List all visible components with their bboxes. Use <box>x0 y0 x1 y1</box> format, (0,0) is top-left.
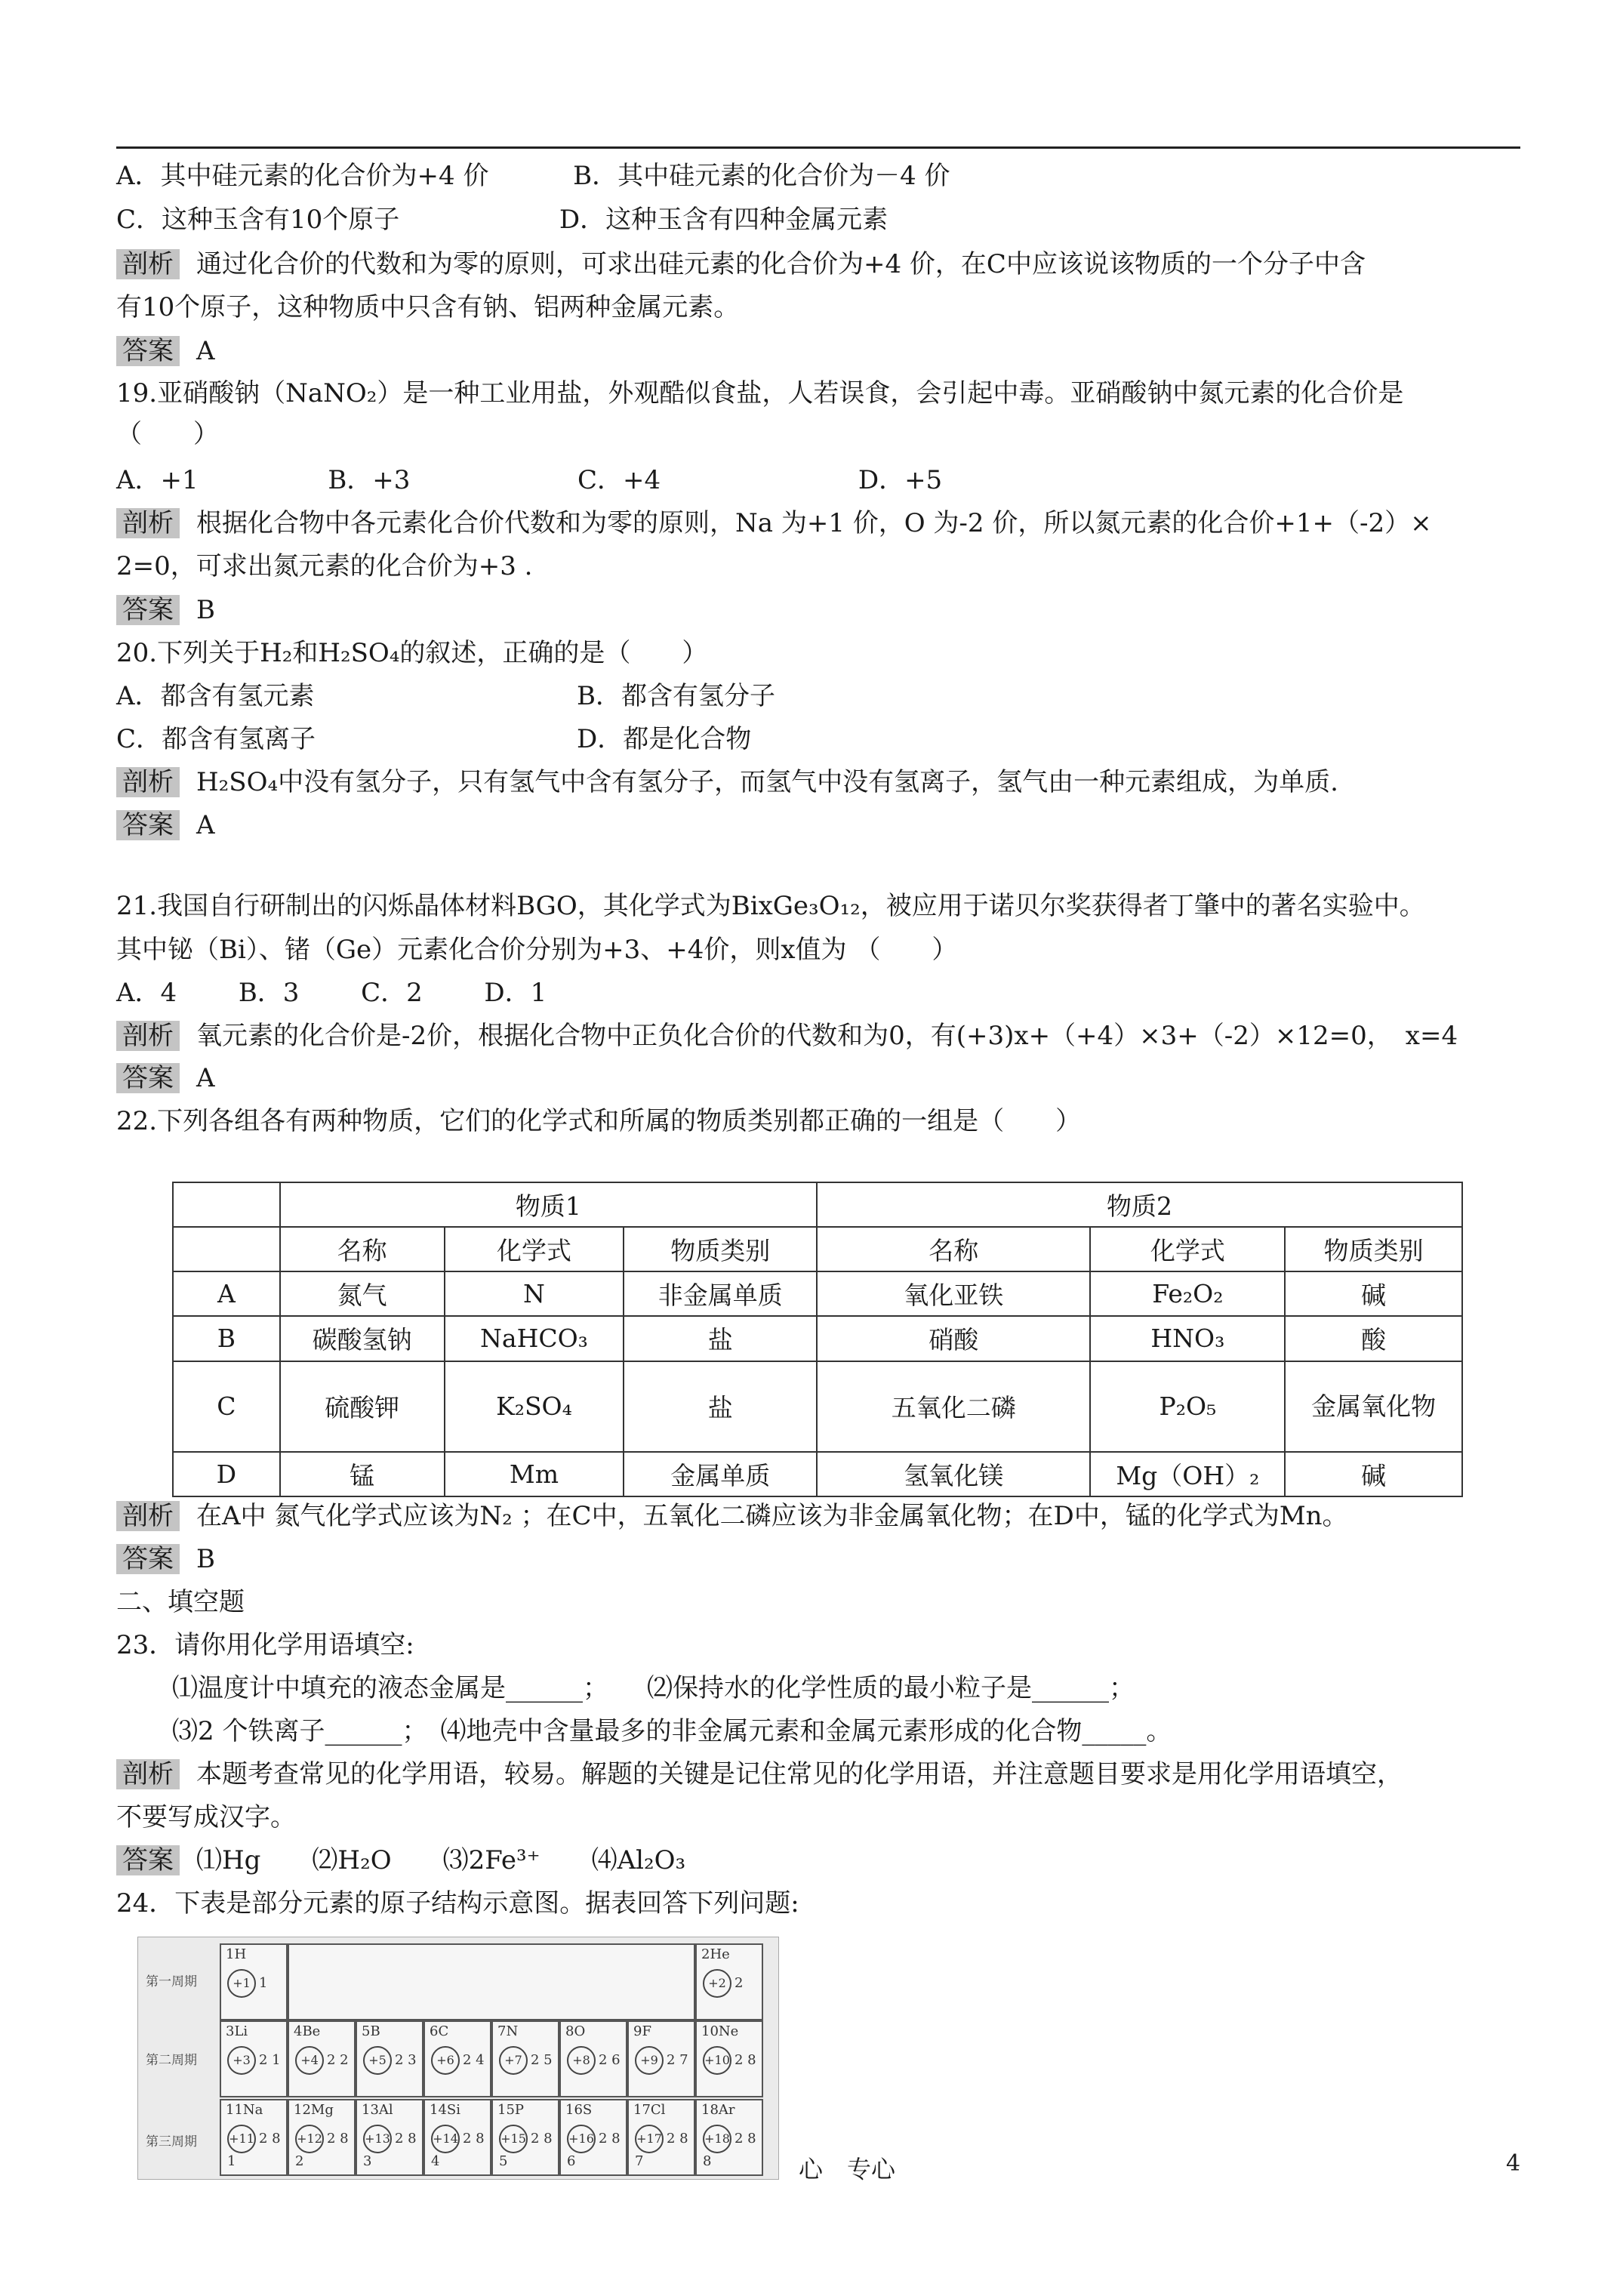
nucleus-charge: +8 <box>567 2046 596 2075</box>
nucleus-charge: +6 <box>431 2046 460 2075</box>
electron-shells: 2 <box>735 1975 744 1991</box>
electron-shells: 2 2 <box>327 2052 349 2068</box>
element-label: 14Si <box>430 2102 460 2118</box>
answer-label: 答案 <box>116 1544 180 1574</box>
element-cell <box>288 2099 356 2176</box>
table-cell: HNO₃ <box>1090 1316 1285 1361</box>
analysis-text: 通过化合价的代数和为零的原则，可求出硅元素的化合价为+4 价，在C中应该说该物质的一个分子中含 <box>196 249 1366 279</box>
element-cell <box>220 1943 288 2020</box>
atom-diagram <box>703 1969 743 1998</box>
q18-analysis <box>116 247 1366 282</box>
element-cell <box>220 2020 288 2097</box>
answer-text: B <box>196 1544 215 1574</box>
table-cell: Mg（OH）₂ <box>1090 1452 1285 1496</box>
table-row <box>173 1361 1462 1452</box>
q18-option-d: D．这种玉含有四种金属元素 <box>559 205 888 235</box>
table-cell: 氧化亚铁 <box>817 1271 1090 1316</box>
table-header: 名称 <box>280 1227 445 1271</box>
table-cell: 氮气 <box>280 1271 445 1316</box>
table-cell: 金属单质 <box>624 1452 817 1496</box>
element-label: 10Ne <box>701 2023 739 2039</box>
atom-diagram <box>567 2046 621 2075</box>
nucleus-charge: +13 <box>363 2125 392 2153</box>
nucleus-charge: +14 <box>431 2125 460 2153</box>
q19-stem-cont: （ ） <box>116 419 219 449</box>
electron-shells: 2 8 <box>735 2052 756 2068</box>
nucleus-charge: +5 <box>363 2046 392 2075</box>
q20-answer <box>116 808 215 843</box>
element-cell <box>627 2020 695 2097</box>
nucleus-charge: +1 <box>227 1969 256 1998</box>
element-label: 7N <box>497 2023 519 2039</box>
answer-label: 答案 <box>116 595 180 625</box>
answer-text: ⑴Hg ⑵H₂O ⑶2Fe³⁺ ⑷Al₂O₃ <box>196 1845 686 1875</box>
q18-option-b: B．其中硅元素的化合价为－4 价 <box>573 161 950 191</box>
table-cell: 硝酸 <box>817 1316 1090 1361</box>
q21-answer <box>116 1061 215 1096</box>
nucleus-charge: +7 <box>499 2046 528 2075</box>
analysis-text: 在A中 氮气化学式应该为N₂ ；在C中，五氧化二磷应该为非金属氧化物；在D中，锰的化学式为Mn。 <box>196 1501 1348 1531</box>
atom-diagram <box>227 2125 286 2169</box>
table-cell: 碱 <box>1285 1271 1462 1316</box>
q21-option-b: B．3 <box>238 978 300 1008</box>
page-number: 4 <box>1506 2150 1521 2177</box>
q20-option-c: C．都含有氢离子 <box>116 724 316 754</box>
table-group-header-row <box>173 1182 1462 1227</box>
q19-option-b: B．+3 <box>328 465 411 495</box>
analysis-label: 剖析 <box>116 1759 180 1789</box>
q21-options <box>116 975 547 1010</box>
period-label: 第三周期 <box>146 2134 197 2150</box>
substance-table <box>172 1182 1463 1497</box>
analysis-label: 剖析 <box>116 508 180 538</box>
element-cell <box>356 2020 423 2097</box>
answer-label: 答案 <box>116 1063 180 1093</box>
table-cell: 酸 <box>1285 1316 1462 1361</box>
footer-text: 心 专心 <box>799 2155 896 2184</box>
nucleus-charge: +18 <box>703 2125 731 2153</box>
analysis-text: 氧元素的化合价是-2价，根据化合物中正负化合价的代数和为0，有(+3)x+（+4）×3+（-2）×12=0， x=4 <box>196 1021 1458 1051</box>
element-label: 13Al <box>362 2102 393 2118</box>
q19-analysis-cont: 2=0，可求出氮元素的化合价为+3 . <box>116 551 533 581</box>
section-title: 二、填空题 <box>116 1587 245 1617</box>
element-cell <box>627 2099 695 2176</box>
periodic-table-image <box>137 1937 779 2180</box>
electron-shells: 2 8 8 <box>703 2131 756 2169</box>
atom-diagram <box>363 2046 417 2075</box>
table-cell: D <box>173 1452 280 1496</box>
q20-option-b: B．都含有氢分子 <box>577 681 775 711</box>
q21-stem: 21.我国自行研制出的闪烁晶体材料BGO，其化学式为BixGe₃O₁₂，被应用于诺贝尔奖获得者丁肇中的著名实验中。 <box>116 891 1425 921</box>
electron-shells: 2 8 5 <box>499 2131 553 2169</box>
q24-stem: 24．下表是部分元素的原子结构示意图。据表回答下列问题: <box>116 1888 799 1918</box>
table-header: 化学式 <box>445 1227 624 1271</box>
q19-answer <box>116 593 215 627</box>
element-cell <box>220 2099 288 2176</box>
q23-item-line2: ⑶2 个铁离子______； ⑷地壳中含量最多的非金属元素和金属元素形成的化合物_____。 <box>172 1716 1172 1746</box>
q20-stem: 20.下列关于H₂和H₂SO₄的叙述，正确的是（ ） <box>116 638 708 668</box>
table-cell: 盐 <box>624 1361 817 1452</box>
q19-option-a: A．+1 <box>116 465 199 495</box>
element-label: 12Mg <box>294 2102 334 2118</box>
atom-diagram <box>703 2125 762 2169</box>
table-cell: 碳酸氢钠 <box>280 1316 445 1361</box>
element-label: 11Na <box>226 2102 263 2118</box>
atom-diagram <box>363 2125 422 2169</box>
element-cell <box>491 2099 559 2176</box>
q18-answer <box>116 334 215 368</box>
electron-shells: 2 8 1 <box>227 2131 281 2169</box>
table-cell: 硫酸钾 <box>280 1361 445 1452</box>
q21-analysis <box>116 1019 1458 1053</box>
table-cell: 金属氧化物 <box>1285 1361 1462 1452</box>
table-cell: Mm <box>445 1452 624 1496</box>
q23-answer <box>116 1843 685 1878</box>
atom-diagram <box>703 2046 756 2075</box>
table-header: 物质类别 <box>624 1227 817 1271</box>
q21-option-d: D．1 <box>484 978 547 1008</box>
q19-option-c: C．+4 <box>577 465 661 495</box>
atom-diagram <box>567 2125 626 2169</box>
electron-shells: 2 7 <box>667 2052 688 2068</box>
element-cell <box>695 2099 763 2176</box>
q23-stem: 23．请你用化学用语填空: <box>116 1630 414 1660</box>
analysis-text: H₂SO₄中没有氢分子，只有氢气中含有氢分子，而氢气中没有氢离子，氢气由一种元素组成，为单质. <box>196 767 1338 797</box>
q19-option-d: D．+5 <box>858 465 943 495</box>
answer-label: 答案 <box>116 1845 180 1875</box>
table-cell: 碱 <box>1285 1452 1462 1496</box>
q20-analysis <box>116 765 1338 800</box>
q22-stem: 22.下列各组各有两种物质，它们的化学式和所属的物质类别都正确的一组是（ ） <box>116 1106 1082 1136</box>
answer-label: 答案 <box>116 336 180 366</box>
atom-diagram <box>227 1969 267 1998</box>
element-label: 2He <box>701 1946 730 1962</box>
electron-shells: 2 1 <box>259 2052 281 2068</box>
electron-shells: 1 <box>259 1975 268 1991</box>
nucleus-charge: +3 <box>227 2046 256 2075</box>
table-header: 名称 <box>817 1227 1090 1271</box>
table-header-row <box>173 1227 1462 1271</box>
nucleus-charge: +2 <box>703 1969 731 1998</box>
nucleus-charge: +15 <box>499 2125 528 2153</box>
q20-options-row2 <box>116 722 751 757</box>
analysis-label: 剖析 <box>116 1501 180 1531</box>
table-cell: 非金属单质 <box>624 1271 817 1316</box>
element-cell <box>559 2099 627 2176</box>
table-row <box>173 1271 1462 1316</box>
analysis-text: 根据化合物中各元素化合价代数和为零的原则，Na 为+1 价，O 为-2 价，所以氮元素的化合价+1+（-2）× <box>196 508 1432 538</box>
q18-options-row1 <box>116 159 950 193</box>
element-label: 15P <box>497 2102 525 2118</box>
q21-option-c: C．2 <box>361 978 423 1008</box>
table-group-header: 物质1 <box>280 1182 817 1227</box>
atom-diagram <box>635 2046 688 2075</box>
electron-shells: 2 8 7 <box>635 2131 688 2169</box>
table-header: 化学式 <box>1090 1227 1285 1271</box>
element-cell <box>288 2020 356 2097</box>
element-cell <box>559 2020 627 2097</box>
electron-shells: 2 3 <box>395 2052 417 2068</box>
element-label: 18Ar <box>701 2102 735 2118</box>
table-row <box>173 1452 1462 1496</box>
table-cell: C <box>173 1361 280 1452</box>
q23-analysis <box>116 1757 1403 1792</box>
q19-analysis <box>116 506 1432 541</box>
table-cell: 氢氧化镁 <box>817 1452 1090 1496</box>
table-cell: B <box>173 1316 280 1361</box>
atom-diagram <box>295 2046 349 2075</box>
table-group-header: 物质2 <box>817 1182 1462 1227</box>
electron-shells: 2 8 3 <box>363 2131 417 2169</box>
table-cell: A <box>173 1271 280 1316</box>
element-cell <box>491 2020 559 2097</box>
element-label: 16S <box>565 2102 593 2118</box>
element-cell <box>423 2020 491 2097</box>
element-cell <box>423 2099 491 2176</box>
table-cell: 盐 <box>624 1316 817 1361</box>
element-cell <box>356 2099 423 2176</box>
nucleus-charge: +16 <box>567 2125 596 2153</box>
nucleus-charge: +11 <box>227 2125 256 2153</box>
electron-shells: 2 8 4 <box>431 2131 485 2169</box>
atom-diagram <box>431 2046 485 2075</box>
answer-text: A <box>196 810 215 840</box>
period-label: 第二周期 <box>146 2053 197 2068</box>
analysis-label: 剖析 <box>116 249 180 279</box>
element-label: 9F <box>633 2023 651 2039</box>
table-cell: 五氧化二磷 <box>817 1361 1090 1452</box>
blank-cell <box>288 1943 695 2020</box>
table-cell: P₂O₅ <box>1090 1361 1285 1452</box>
element-cell <box>695 2020 763 2097</box>
electron-shells: 2 4 <box>463 2052 485 2068</box>
q23-item-line1: ⑴温度计中填充的液态金属是______； ⑵保持水的化学性质的最小粒子是______； <box>172 1673 1135 1703</box>
q19-stem: 19.亚硝酸钠（NaNO₂）是一种工业用盐，外观酷似食盐，人若误食，会引起中毒。亚硝酸钠中氮元素的化合价是 <box>116 378 1404 408</box>
answer-text: B <box>196 595 215 625</box>
atom-diagram <box>295 2125 354 2169</box>
table-cell: 锰 <box>280 1452 445 1496</box>
element-label: 5B <box>362 2023 380 2039</box>
atom-diagram <box>499 2046 553 2075</box>
analysis-text: 本题考查常见的化学用语，较易。解题的关键是记住常见的化学用语，并注意题目要求是用化学用语填空， <box>196 1759 1403 1789</box>
q22-answer <box>116 1542 215 1576</box>
q19-options <box>116 463 942 498</box>
table-header: 物质类别 <box>1285 1227 1462 1271</box>
analysis-label: 剖析 <box>116 767 180 797</box>
table-corner-cell <box>173 1227 280 1271</box>
electron-shells: 2 8 2 <box>295 2131 349 2169</box>
element-label: 3Li <box>226 2023 248 2039</box>
element-cell <box>695 1943 763 2020</box>
q20-option-a: A．都含有氢元素 <box>116 681 315 711</box>
answer-text: A <box>196 336 215 366</box>
nucleus-charge: +10 <box>703 2046 731 2075</box>
element-label: 4Be <box>294 2023 321 2039</box>
q20-options-row1 <box>116 679 775 713</box>
table-corner-cell <box>173 1182 280 1227</box>
period-label: 第一周期 <box>146 1974 197 1989</box>
q18-option-c: C．这种玉含有10个原子 <box>116 205 400 235</box>
element-label: 8O <box>565 2023 586 2039</box>
atom-diagram <box>431 2125 490 2169</box>
table-cell: K₂SO₄ <box>445 1361 624 1452</box>
q21-stem-cont: 其中铋（Bi）、锗（Ge）元素化合价分别为+3、+4价，则x值为 （ ） <box>116 935 958 965</box>
analysis-label: 剖析 <box>116 1021 180 1051</box>
nucleus-charge: +12 <box>295 2125 324 2153</box>
nucleus-charge: +4 <box>295 2046 324 2075</box>
answer-label: 答案 <box>116 810 180 840</box>
q22-analysis <box>116 1499 1348 1533</box>
electron-shells: 2 5 <box>531 2052 553 2068</box>
atom-diagram <box>227 2046 281 2075</box>
nucleus-charge: +17 <box>635 2125 664 2153</box>
q18-options-row2 <box>116 202 888 237</box>
q21-option-a: A．4 <box>116 978 177 1008</box>
q18-analysis-cont: 有10个原子，这种物质中只含有钠、铝两种金属元素。 <box>116 292 740 322</box>
answer-text: A <box>196 1063 215 1093</box>
nucleus-charge: +9 <box>635 2046 664 2075</box>
element-label: 6C <box>430 2023 449 2039</box>
atom-diagram <box>635 2125 694 2169</box>
atom-diagram <box>499 2125 558 2169</box>
table-row <box>173 1316 1462 1361</box>
q23-analysis-cont: 不要写成汉字。 <box>116 1802 296 1832</box>
header-rule <box>116 146 1520 149</box>
table-cell: NaHCO₃ <box>445 1316 624 1361</box>
table-cell: N <box>445 1271 624 1316</box>
element-label: 1H <box>226 1946 247 1962</box>
table-cell: Fe₂O₂ <box>1090 1271 1285 1316</box>
electron-shells: 2 8 6 <box>567 2131 621 2169</box>
element-label: 17Cl <box>633 2102 666 2118</box>
q20-option-d: D．都是化合物 <box>577 724 752 754</box>
electron-shells: 2 6 <box>599 2052 621 2068</box>
q18-option-a: A．其中硅元素的化合价为+4 价 <box>116 161 489 191</box>
